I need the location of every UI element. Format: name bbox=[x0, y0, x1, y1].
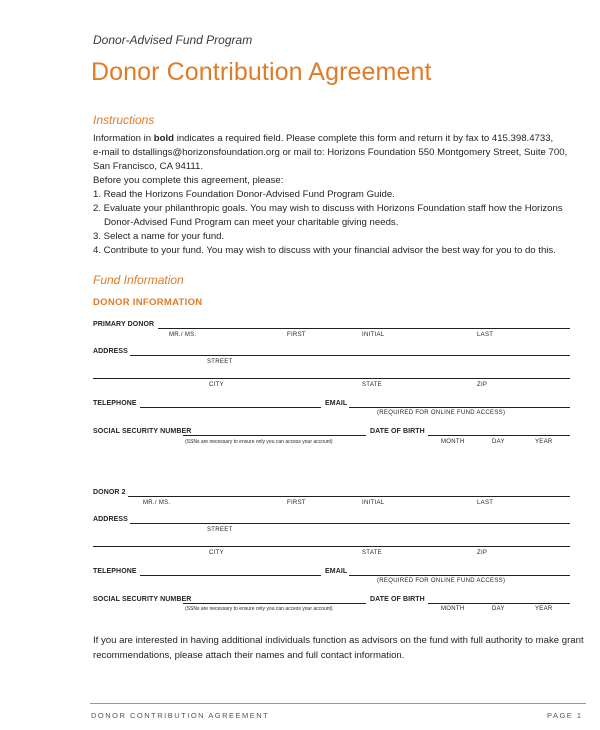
footer-title: DONOR CONTRIBUTION AGREEMENT bbox=[91, 711, 270, 720]
caption-month: MONTH bbox=[441, 439, 465, 445]
primary-donor-name-field[interactable] bbox=[158, 328, 570, 329]
caption-state: STATE bbox=[362, 550, 382, 556]
donor-2-email-field[interactable] bbox=[349, 575, 570, 576]
donor-info-subheading: DONOR INFORMATION bbox=[93, 297, 203, 308]
ssn-label: SOCIAL SECURITY NUMBER bbox=[93, 596, 192, 603]
footer-rule bbox=[90, 703, 586, 704]
primary-ssn-field[interactable] bbox=[183, 435, 366, 436]
caption-first: FIRST bbox=[287, 332, 306, 338]
instructions-text: indicates a required field. Please complete this form and return it by fax to 415.398.4733, bbox=[174, 133, 554, 144]
instruction-step-4: 4. Contribute to your fund. You may wish to discuss with your financial advisor the best way for you to do this. bbox=[93, 245, 556, 256]
instructions-heading: Instructions bbox=[93, 113, 155, 127]
advisors-text-line2: recommendations, please attach their names and full contact information. bbox=[93, 650, 405, 661]
telephone-label: TELEPHONE bbox=[93, 568, 137, 575]
instruction-step-2: 2. Evaluate your philanthropic goals. You may wish to discuss with Horizons Foundation staff how the Horizons bbox=[93, 203, 563, 214]
primary-street-field[interactable] bbox=[130, 355, 570, 356]
caption-initial: INITIAL bbox=[362, 332, 385, 338]
page-title: Donor Contribution Agreement bbox=[91, 58, 432, 86]
instruction-step-1: 1. Read the Horizons Foundation Donor-Advised Fund Program Guide. bbox=[93, 189, 395, 200]
donor-2-ssn-field[interactable] bbox=[183, 603, 366, 604]
dob-label: DATE OF BIRTH bbox=[370, 428, 425, 435]
dob-label: DATE OF BIRTH bbox=[370, 596, 425, 603]
caption-last: LAST bbox=[477, 500, 494, 506]
donor-2-dob-field[interactable] bbox=[428, 603, 570, 604]
address-label: ADDRESS bbox=[93, 348, 128, 355]
instructions-before: Before you complete this agreement, please: bbox=[93, 175, 284, 186]
donor-2-label: DONOR 2 bbox=[93, 489, 126, 496]
caption-month: MONTH bbox=[441, 606, 465, 612]
caption-street: STREET bbox=[207, 359, 233, 365]
caption-title: MR./ MS. bbox=[143, 500, 171, 506]
email-note: (REQUIRED FOR ONLINE FUND ACCESS) bbox=[377, 578, 506, 584]
caption-first: FIRST bbox=[287, 500, 306, 506]
ssn-label: SOCIAL SECURITY NUMBER bbox=[93, 428, 192, 435]
page-number: PAGE 1 bbox=[547, 711, 583, 720]
advisors-text-line1: If you are interested in having additional individuals function as advisors on the fund with full authority to make grant bbox=[93, 635, 584, 646]
ssn-note: (SSNs are necessary to ensure only you can access your account) bbox=[185, 439, 333, 445]
instructions-bold-word: bold bbox=[153, 133, 175, 144]
primary-email-field[interactable] bbox=[349, 407, 570, 408]
caption-year: YEAR bbox=[535, 606, 553, 612]
caption-street: STREET bbox=[207, 527, 233, 533]
program-name: Donor-Advised Fund Program bbox=[93, 33, 253, 47]
caption-city: CITY bbox=[209, 382, 224, 388]
caption-initial: INITIAL bbox=[362, 500, 385, 506]
caption-last: LAST bbox=[477, 332, 494, 338]
primary-telephone-field[interactable] bbox=[140, 407, 321, 408]
instructions-text: Information in bbox=[93, 133, 154, 144]
instructions-paragraph-line2: e-mail to dstallings@horizonsfoundation.org or mail to: Horizons Foundation 550 Montgomery Street, Suite 700, bbox=[93, 147, 568, 158]
donor-2-city-state-zip-field[interactable] bbox=[93, 546, 570, 547]
telephone-label: TELEPHONE bbox=[93, 400, 137, 407]
email-note: (REQUIRED FOR ONLINE FUND ACCESS) bbox=[377, 410, 506, 416]
caption-day: DAY bbox=[492, 606, 505, 612]
email-label: EMAIL bbox=[325, 568, 348, 575]
instruction-step-2-cont: Donor-Advised Fund Program can meet your charitable giving needs. bbox=[104, 217, 399, 228]
fund-info-heading: Fund Information bbox=[93, 273, 184, 287]
caption-city: CITY bbox=[209, 550, 224, 556]
caption-day: DAY bbox=[492, 439, 505, 445]
ssn-note: (SSNs are necessary to ensure only you can access your account) bbox=[185, 606, 333, 612]
donor-2-name-field[interactable] bbox=[128, 496, 570, 497]
address-label: ADDRESS bbox=[93, 516, 128, 523]
primary-dob-field[interactable] bbox=[428, 435, 570, 436]
email-label: EMAIL bbox=[325, 400, 348, 407]
primary-donor-label: PRIMARY DONOR bbox=[93, 321, 155, 328]
instructions-paragraph-line1 bbox=[93, 133, 553, 144]
caption-zip: ZIP bbox=[477, 550, 488, 556]
caption-year: YEAR bbox=[535, 439, 553, 445]
caption-zip: ZIP bbox=[477, 382, 488, 388]
primary-city-state-zip-field[interactable] bbox=[93, 378, 570, 379]
donor-2-street-field[interactable] bbox=[130, 523, 570, 524]
instruction-step-3: 3. Select a name for your fund. bbox=[93, 231, 225, 242]
instructions-paragraph-line3: San Francisco, CA 94111. bbox=[93, 161, 204, 172]
caption-state: STATE bbox=[362, 382, 382, 388]
caption-title: MR./ MS. bbox=[169, 332, 197, 338]
donor-2-telephone-field[interactable] bbox=[140, 575, 321, 576]
